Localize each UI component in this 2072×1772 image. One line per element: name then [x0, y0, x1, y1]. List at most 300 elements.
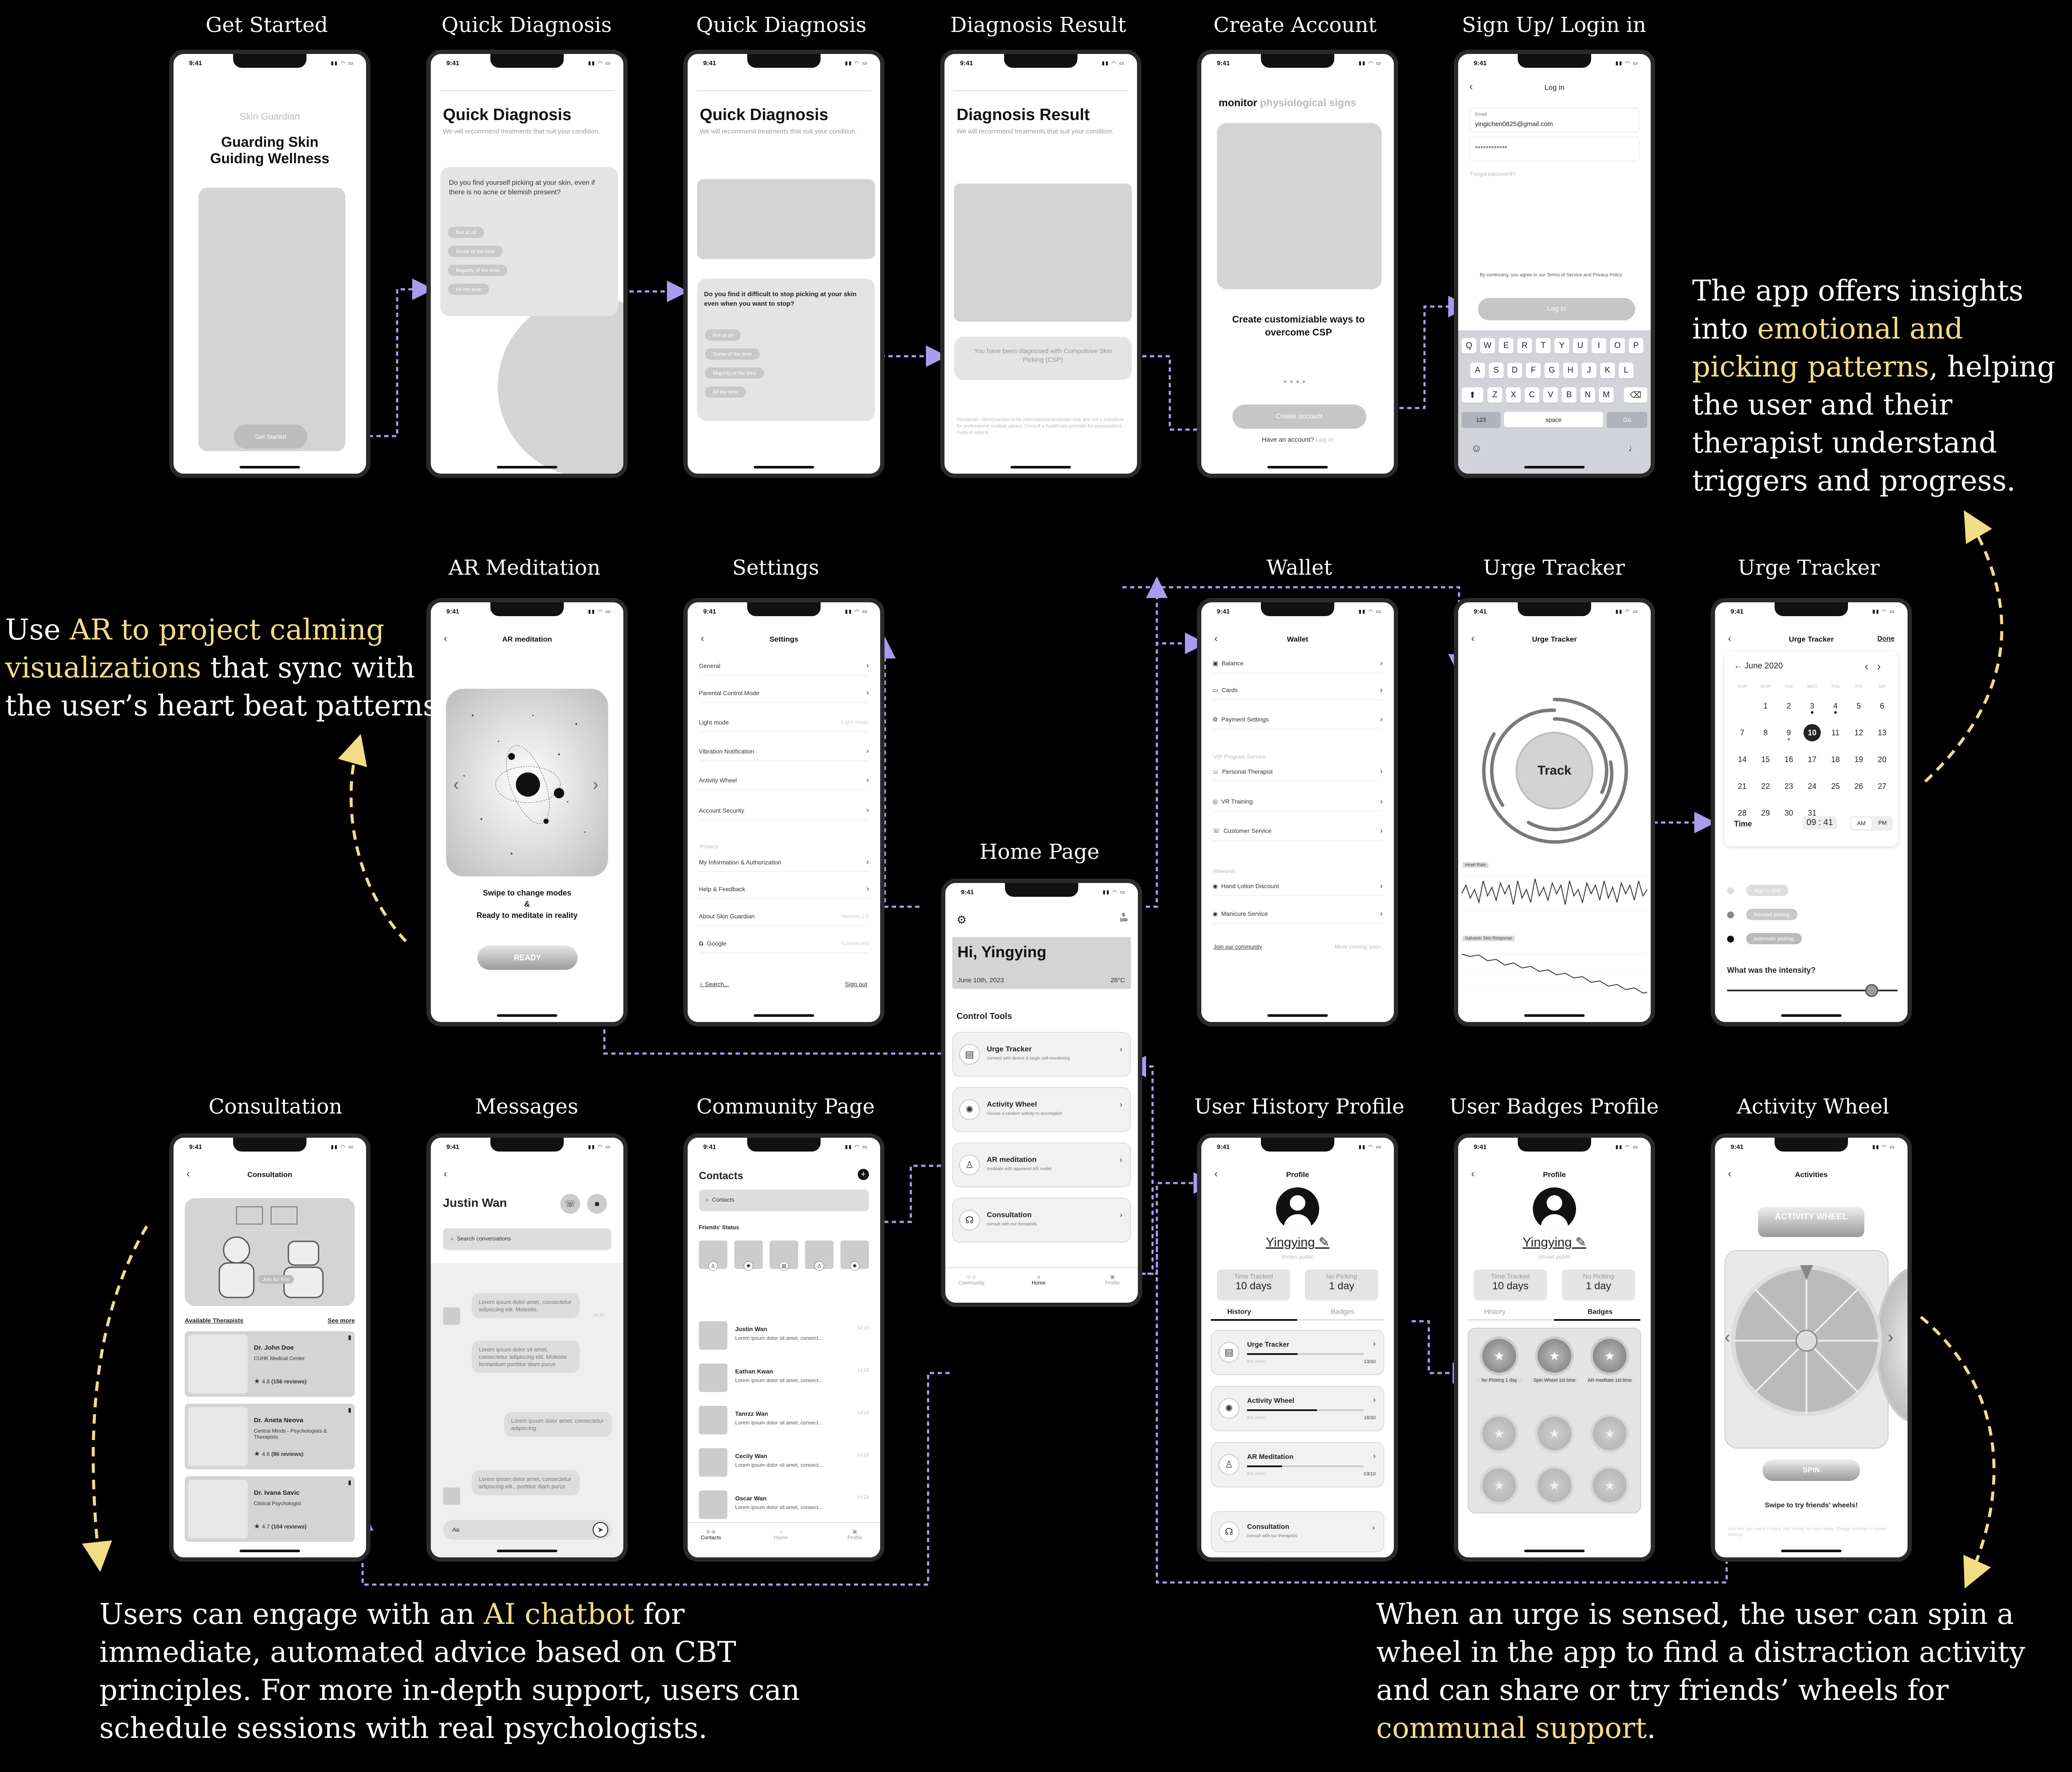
- calendar-day[interactable]: 17: [1807, 755, 1817, 764]
- status-icons: ▮▮ ◠ ▭: [1358, 1144, 1382, 1150]
- headline: monitor physiological signs: [1219, 97, 1356, 109]
- option-some[interactable]: Some of the time: [448, 246, 503, 257]
- annotation-wheel: When an urge is sensed, the user can spin a wheel in the app to find a distraction activity and can share or try friends’ wheels for communal support.: [1376, 1598, 2025, 1745]
- option-not-at-all[interactable]: Not at all: [448, 227, 484, 238]
- badge-ar-meditate[interactable]: ★: [1590, 1336, 1629, 1375]
- therapist-card[interactable]: [185, 1476, 355, 1542]
- back-icon[interactable]: ‹: [701, 633, 704, 644]
- tab-contacts[interactable]: ☺☺ Contacts: [701, 1528, 721, 1541]
- nav-title: Settings: [769, 635, 799, 643]
- calendar-day[interactable]: 24: [1807, 782, 1817, 791]
- nav-title: AR meditation: [502, 635, 552, 643]
- login-link[interactable]: Log in: [1316, 436, 1333, 443]
- get-started-button[interactable]: Get Started: [234, 424, 307, 449]
- phone-urge-tracker: [1454, 598, 1655, 1026]
- history-period: this week: [1247, 1471, 1265, 1476]
- question-card: [697, 278, 875, 421]
- vr-icon: ◎: [1213, 798, 1218, 805]
- history-urge-tracker[interactable]: [1211, 1330, 1384, 1375]
- coin-icon[interactable]: $ 100: [1119, 912, 1128, 923]
- phone-messages: [426, 1133, 628, 1562]
- contact-name: Justin Wan: [443, 1196, 507, 1209]
- badge-label: AR meditate 1st time: [1586, 1378, 1633, 1383]
- call-icon[interactable]: ☏: [560, 1194, 580, 1214]
- therapist-card[interactable]: [185, 1404, 355, 1469]
- calendar-day[interactable]: 4: [1824, 697, 1847, 715]
- public-status: shown public: [1281, 1253, 1314, 1260]
- tool-title: AR meditation: [987, 1155, 1037, 1164]
- setting-vibration[interactable]: Vibration Notification ›: [699, 742, 869, 761]
- settings-gear-icon[interactable]: ⚙: [957, 913, 967, 926]
- nav-title: Urge Tracker: [1789, 635, 1834, 643]
- page-title: Quick Diagnosis: [443, 106, 572, 124]
- setting-account-security[interactable]: Account Security ›: [699, 801, 869, 820]
- contact-row[interactable]: [699, 1448, 869, 1478]
- back-icon[interactable]: ‹: [1214, 633, 1218, 644]
- status-icons: ▮▮ ◠ ▭: [1102, 60, 1125, 66]
- tab-badges[interactable]: Badges: [1331, 1308, 1355, 1316]
- key-d[interactable]: D: [1507, 363, 1522, 378]
- wheel-icon: ✺: [1219, 1398, 1239, 1419]
- key-y[interactable]: Y: [1554, 338, 1569, 354]
- progress-fill: [1247, 1409, 1317, 1411]
- tab-home[interactable]: ⌂ Home: [774, 1528, 788, 1541]
- bookmark-icon[interactable]: ▮: [348, 1479, 351, 1486]
- key-w[interactable]: W: [1480, 338, 1495, 354]
- history-consultation[interactable]: ☊ Consultation consult with our therapists ›: [1211, 1511, 1384, 1552]
- join-community-link[interactable]: Join our community: [1213, 943, 1262, 950]
- contact-row[interactable]: [699, 1406, 869, 1436]
- history-period: this week: [1247, 1415, 1265, 1420]
- calendar-day[interactable]: 21: [1737, 782, 1747, 791]
- spin-wheel[interactable]: [1729, 1263, 1884, 1418]
- back-icon[interactable]: ‹: [1728, 633, 1731, 644]
- password-field[interactable]: ************: [1469, 137, 1639, 161]
- email-label: Email: [1475, 112, 1487, 117]
- bookmark-icon[interactable]: ▮: [348, 1334, 351, 1341]
- contact-avatar: [699, 1364, 727, 1392]
- calendar-day[interactable]: 9: [1777, 724, 1800, 741]
- message-time: 16:45: [593, 1313, 605, 1318]
- title-ar-meditation: AR Meditation: [448, 556, 601, 580]
- history-ar-meditation[interactable]: [1211, 1442, 1384, 1487]
- status-time: 9:41: [1731, 608, 1744, 615]
- option-not-at-all[interactable]: Not at all: [705, 329, 741, 341]
- setting-google[interactable]: G Google Connected: [699, 934, 869, 953]
- ready-button[interactable]: READY: [477, 946, 578, 970]
- friend-status-avatar[interactable]: [699, 1240, 727, 1269]
- microphone-icon[interactable]: ♩: [1628, 443, 1638, 453]
- calendar-day[interactable]: 19: [1854, 755, 1864, 764]
- coupon-icon: ◉: [1213, 883, 1218, 889]
- email-field[interactable]: [1469, 108, 1639, 132]
- calendar-day[interactable]: 28: [1737, 809, 1747, 817]
- wallet-manicure[interactable]: ◉ Manicure Service ›: [1213, 905, 1383, 924]
- back-icon[interactable]: ‹: [444, 633, 447, 644]
- badge-locked: ★: [1535, 1466, 1574, 1505]
- wallet-customer-service[interactable]: ☏ Customer Service ›: [1213, 822, 1383, 841]
- go-key[interactable]: Go: [1607, 412, 1647, 427]
- status-icon: ✺: [850, 1261, 859, 1271]
- contact-name: Tanrzz Wan: [735, 1410, 768, 1417]
- message-input[interactable]: Aa: [443, 1520, 611, 1540]
- tool-description: consult with our therapists: [987, 1222, 1037, 1227]
- more-coming: More coming soon: [1335, 943, 1381, 950]
- setting-about[interactable]: About Skin Guardian Version 1.0: [699, 907, 869, 926]
- option-all[interactable]: All the time: [705, 386, 746, 398]
- calendar-day[interactable]: 3: [1800, 697, 1824, 715]
- no-picking-card: No Picking 1 day: [1562, 1269, 1635, 1301]
- contact-preview: Lorem ipsum dolor sit amet, consect...: [735, 1377, 823, 1383]
- headset-icon: ☊: [1219, 1522, 1239, 1542]
- history-count: 18/30: [1364, 1415, 1376, 1421]
- status-icons: ▮▮ ◠ ▭: [588, 1144, 611, 1150]
- key-n[interactable]: N: [1580, 387, 1595, 403]
- back-icon[interactable]: ‹: [444, 1168, 447, 1180]
- status-icons: ▮▮ ◠ ▭: [588, 60, 611, 66]
- tab-profile[interactable]: ▣ Profile: [1105, 1274, 1120, 1286]
- back-icon[interactable]: ‹: [1728, 1168, 1731, 1180]
- phone-urge-tracker-log: [1711, 598, 1912, 1026]
- calendar-month: ← June 2020: [1734, 661, 1783, 671]
- therapist-rating: [254, 1522, 306, 1531]
- contacts-search-input[interactable]: ⌕ Contacts: [699, 1190, 869, 1211]
- video-icon[interactable]: ■: [587, 1194, 607, 1214]
- contact-time: 14:23: [857, 1410, 869, 1415]
- calendar-weekday: MON: [1760, 684, 1771, 689]
- tool-ar-meditation[interactable]: [952, 1142, 1131, 1187]
- title-login: Sign Up/ Login in: [1462, 13, 1646, 37]
- tool-urge-tracker[interactable]: [952, 1032, 1131, 1077]
- key-s[interactable]: S: [1489, 363, 1503, 378]
- greeting-text: Hi, Yingying: [957, 943, 1047, 961]
- key-g[interactable]: G: [1545, 363, 1559, 378]
- space-key[interactable]: space: [1504, 412, 1603, 427]
- phone-diagnosis-result: [940, 50, 1141, 478]
- status-time: 9:41: [960, 60, 973, 67]
- calendar-day[interactable]: 18: [1831, 755, 1840, 764]
- image-placeholder: [954, 184, 1132, 322]
- tool-consultation[interactable]: [952, 1198, 1131, 1243]
- setting-activity-wheel[interactable]: Activity Wheel ›: [699, 771, 869, 790]
- see-more-link[interactable]: See more: [327, 1317, 355, 1324]
- card-icon: ▭: [1213, 687, 1219, 693]
- calendar-day[interactable]: 2: [1786, 702, 1791, 710]
- search-conversations-input[interactable]: ⌕ Search conversations: [443, 1228, 611, 1250]
- wallet-hand-lotion[interactable]: ◉ Hand Lotion Discount ›: [1213, 877, 1383, 896]
- nav-title: Log in: [1544, 83, 1565, 92]
- calendar-day[interactable]: 10: [1804, 724, 1821, 741]
- tab-badges[interactable]: Badges: [1588, 1308, 1613, 1316]
- title-activity-wheel: Activity Wheel: [1737, 1095, 1889, 1119]
- meditation-icon: ♙: [959, 1155, 980, 1175]
- page-subtitle: We will recommend treatments that suit your condition.: [700, 128, 857, 135]
- back-icon[interactable]: ‹: [186, 1168, 190, 1180]
- status-time: 9:41: [961, 889, 974, 896]
- chatbot-banner[interactable]: [185, 1198, 355, 1306]
- bookmark-icon[interactable]: ▮: [348, 1406, 351, 1413]
- progress-track: [1247, 1465, 1364, 1467]
- calendar-weekday: WED: [1807, 684, 1817, 689]
- phone-icon: ☏: [1213, 827, 1220, 834]
- status-icons: ▮▮ ◠ ▭: [1358, 60, 1382, 66]
- key-r[interactable]: R: [1517, 338, 1532, 354]
- key-i[interactable]: I: [1592, 338, 1606, 354]
- chevron-right-icon: ›: [1120, 1211, 1122, 1219]
- track-button[interactable]: Track: [1516, 732, 1593, 810]
- phone-ar-meditation: [426, 598, 628, 1026]
- key-u[interactable]: U: [1573, 338, 1588, 354]
- key-c[interactable]: C: [1525, 387, 1539, 403]
- disclaimer: Disclaimer: SkinGuardian is for informational purposes only and not a substitute for professional medical advice. Consult a healthcare provider for personalized medical advice.: [957, 417, 1124, 435]
- history-activity-wheel[interactable]: [1211, 1386, 1384, 1431]
- therapist-icon: ☺: [1213, 768, 1219, 775]
- nav-title: Profile: [1286, 1171, 1309, 1179]
- spin-note: Use free spin every 6 hours. Add money for more spins. Change activities in screen settings.: [1728, 1527, 1888, 1537]
- calendar-day[interactable]: 5: [1856, 702, 1861, 710]
- setting-help[interactable]: Help & Feedback ›: [699, 880, 869, 899]
- avatar: [1533, 1187, 1576, 1231]
- back-icon[interactable]: ‹: [1471, 633, 1475, 644]
- wallet-icon: ▣: [1213, 660, 1219, 667]
- badge-no-picking[interactable]: ★: [1480, 1336, 1519, 1375]
- key-h[interactable]: H: [1563, 363, 1578, 378]
- key-j[interactable]: J: [1582, 363, 1596, 378]
- spin-button[interactable]: SPIN: [1762, 1459, 1860, 1481]
- history-count: 13/30: [1364, 1359, 1376, 1364]
- message-incoming-1: Lorem ipsum dolor amet, consectetur adipiscing elit. Molestie.: [472, 1293, 580, 1318]
- back-icon[interactable]: ‹: [1214, 1168, 1218, 1180]
- title-history-profile: User History Profile: [1194, 1095, 1405, 1119]
- wallet-personal-therapist[interactable]: ☺ Personal Therapist ›: [1213, 762, 1383, 781]
- therapist-card[interactable]: [185, 1331, 355, 1397]
- calendar-day[interactable]: 13: [1877, 728, 1887, 737]
- back-icon[interactable]: ‹: [1469, 81, 1473, 92]
- option-some[interactable]: Some of the time: [705, 348, 760, 360]
- contact-time: 14:23: [857, 1495, 869, 1500]
- add-contact-icon[interactable]: +: [858, 1169, 869, 1180]
- ampm-toggle[interactable]: AM PM: [1850, 816, 1893, 831]
- key-q[interactable]: Q: [1462, 338, 1476, 354]
- contact-time: 14:23: [857, 1326, 869, 1331]
- temperature: 28°C: [1110, 977, 1125, 984]
- option-majority[interactable]: Majority of the time: [448, 265, 507, 276]
- key-f[interactable]: F: [1526, 363, 1541, 378]
- emoji-icon[interactable]: ☺: [1471, 443, 1482, 454]
- key-p[interactable]: P: [1629, 338, 1643, 354]
- key-k[interactable]: K: [1600, 363, 1615, 378]
- calendar-day[interactable]: 22: [1761, 782, 1770, 791]
- type-focused-picking[interactable]: focused picking: [1746, 909, 1797, 920]
- friend-status-avatar[interactable]: [840, 1240, 869, 1269]
- phone-activity-wheel: [1711, 1133, 1912, 1562]
- key-b[interactable]: B: [1562, 387, 1576, 403]
- type-automatic-picking[interactable]: automatic picking: [1746, 933, 1802, 944]
- tool-title: Activity Wheel: [987, 1100, 1037, 1108]
- title-messages: Messages: [475, 1095, 578, 1119]
- chevron-right-icon[interactable]: ›: [593, 775, 599, 794]
- page-title: Diagnosis Result: [957, 106, 1090, 124]
- key-o[interactable]: O: [1610, 338, 1625, 354]
- calendar-day[interactable]: 12: [1854, 728, 1864, 737]
- key-x[interactable]: X: [1506, 387, 1521, 403]
- calendar-day[interactable]: 15: [1761, 755, 1770, 764]
- calendar-day[interactable]: 31: [1807, 809, 1817, 817]
- type-urge-to-pick[interactable]: urge to pick: [1746, 885, 1788, 896]
- sign-out-link[interactable]: Sign out: [845, 981, 867, 987]
- calendar-day[interactable]: 30: [1784, 809, 1794, 817]
- chevron-right-icon: ›: [1120, 1100, 1122, 1109]
- status-icons: ▮▮ ◠ ▭: [1102, 889, 1126, 895]
- intensity-slider-thumb[interactable]: [1865, 984, 1878, 997]
- star-icon: ★: [254, 1523, 262, 1530]
- calendar-day[interactable]: 25: [1831, 782, 1840, 791]
- wallet-cards[interactable]: ▭ Cards ›: [1213, 681, 1383, 700]
- calendar-day[interactable]: 20: [1877, 755, 1887, 764]
- tab-history[interactable]: History: [1227, 1308, 1251, 1316]
- friend-status-avatar[interactable]: [734, 1240, 763, 1269]
- wallet-vr-training[interactable]: ◎ VR Training ›: [1213, 792, 1383, 811]
- annotation-chatbot: Users can engage with an AI chatbot for immediate, automated advice based on CBT principles. For more in-depth support, users can schedule sessions with real psychologists.: [99, 1598, 800, 1745]
- feature-caption: Create customiziable ways to overcome CSP: [1232, 314, 1365, 338]
- status-icons: ▮▮ ◠ ▭: [588, 608, 611, 614]
- forgot-password-link[interactable]: Forgot password?: [1470, 171, 1516, 177]
- setting-light-mode[interactable]: Light mode Light mode: [699, 713, 869, 732]
- calendar-day[interactable]: 14: [1737, 755, 1747, 764]
- tab-home[interactable]: ⌂ Home: [1032, 1274, 1046, 1286]
- calendar-day[interactable]: 26: [1854, 782, 1864, 791]
- key-e[interactable]: E: [1499, 338, 1513, 354]
- contact-row[interactable]: [699, 1321, 869, 1351]
- calendar-day[interactable]: 1: [1763, 702, 1768, 710]
- tab-history[interactable]: History: [1484, 1308, 1506, 1316]
- send-icon[interactable]: ➤: [593, 1522, 608, 1538]
- login-button[interactable]: Log in: [1478, 298, 1635, 320]
- contact-preview: Lorem ipsum dolor sit amet, consect...: [735, 1335, 823, 1341]
- status-time: 9:41: [1474, 60, 1487, 67]
- join-free-button[interactable]: Join for free: [258, 1275, 294, 1284]
- status-time: 9:41: [446, 608, 460, 615]
- chevron-right-icon: ›: [1120, 1045, 1122, 1054]
- nav-title: Profile: [1543, 1171, 1566, 1179]
- therapist-rating: [254, 1449, 303, 1458]
- title-home: Home Page: [979, 840, 1099, 864]
- calendar-day[interactable]: 23: [1784, 782, 1794, 791]
- setting-my-information[interactable]: My Information & Authorization ›: [699, 853, 869, 872]
- calendar-day[interactable]: 16: [1784, 755, 1794, 764]
- page-title: Contacts: [699, 1170, 743, 1182]
- key-t[interactable]: T: [1536, 338, 1551, 354]
- setting-parental[interactable]: Parental Control Mode ›: [699, 683, 869, 702]
- no-picking-card: No Picking 1 day: [1305, 1269, 1378, 1301]
- option-majority[interactable]: Majority of the time: [705, 367, 764, 379]
- numbers-key[interactable]: 123: [1462, 412, 1500, 427]
- option-all[interactable]: All the time: [448, 284, 489, 295]
- status-icons: ▮▮ ◠ ▭: [1615, 1144, 1639, 1150]
- status-time: 9:41: [703, 608, 717, 615]
- friend-status-avatar[interactable]: [770, 1240, 798, 1269]
- contact-row[interactable]: [699, 1364, 869, 1394]
- friend-status-avatar[interactable]: [805, 1240, 834, 1269]
- status-icon: ▤: [779, 1261, 789, 1271]
- setting-general[interactable]: General ›: [699, 656, 869, 675]
- calendar-day[interactable]: 8: [1763, 728, 1768, 737]
- wallet-balance[interactable]: ▣ Balance ›: [1213, 654, 1383, 673]
- status-icons: ▮▮ ◠ ▭: [1615, 608, 1639, 614]
- calendar-day[interactable]: 11: [1831, 728, 1840, 737]
- progress-fill: [1247, 1353, 1298, 1355]
- progress-track: [1247, 1353, 1364, 1355]
- phone-history-profile: [1197, 1133, 1398, 1562]
- urge-dot: [1788, 738, 1790, 740]
- wallet-payment-settings[interactable]: ⚙ Payment Settings ›: [1213, 710, 1383, 729]
- badge-spin-wheel[interactable]: ★: [1535, 1336, 1574, 1375]
- heart-rate-graph: [1462, 868, 1647, 920]
- tab-profile[interactable]: ▣ Profile: [847, 1528, 862, 1541]
- contact-avatar: [699, 1490, 727, 1519]
- calendar-weekday: SAT: [1878, 684, 1886, 689]
- gear-icon: ⚙: [1213, 716, 1218, 723]
- username: Yingying ✎: [1522, 1235, 1586, 1250]
- create-account-button[interactable]: Create account: [1232, 405, 1366, 429]
- review-count: (86 reviews): [271, 1451, 303, 1457]
- gsr-graph: [1462, 941, 1647, 1002]
- robot-doctor-illustration: [185, 1198, 355, 1306]
- status-time: 9:41: [446, 1143, 460, 1151]
- key-v[interactable]: V: [1543, 387, 1558, 403]
- key-m[interactable]: M: [1599, 387, 1614, 403]
- key-l[interactable]: L: [1619, 363, 1633, 378]
- tab-community[interactable]: ☺☺ Community: [958, 1274, 985, 1286]
- contact-row[interactable]: [699, 1490, 869, 1521]
- chevron-left-icon[interactable]: ‹: [453, 775, 459, 794]
- chevron-right-icon[interactable]: ›: [1888, 1328, 1894, 1347]
- status-icon: ✺: [744, 1261, 753, 1271]
- avatar: [1276, 1187, 1319, 1231]
- phone-login: [1454, 50, 1655, 478]
- type-dot-2: [1727, 911, 1734, 918]
- key-z[interactable]: Z: [1488, 387, 1502, 403]
- therapist-photo: [188, 1335, 248, 1393]
- history-period: this week: [1247, 1359, 1265, 1364]
- calendar-day[interactable]: 7: [1740, 728, 1744, 737]
- history-title: Activity Wheel: [1247, 1397, 1295, 1405]
- contact-time: 14:23: [857, 1368, 869, 1373]
- page-subtitle: We will recommend treatments that suit your condition.: [443, 128, 600, 135]
- delete-key[interactable]: ⌫: [1624, 387, 1647, 403]
- search-link[interactable]: ⌕ Search...: [700, 981, 729, 987]
- clipboard-icon: ▤: [959, 1044, 980, 1065]
- back-icon[interactable]: ‹: [1471, 1168, 1475, 1180]
- month-nav-icons[interactable]: ‹›: [1864, 660, 1889, 673]
- gsr-label: Galvanic Skin Response: [1462, 936, 1515, 941]
- contact-name: Justin Wan: [735, 1326, 768, 1332]
- calendar-day[interactable]: 29: [1761, 809, 1770, 817]
- key-a[interactable]: A: [1470, 363, 1485, 378]
- tool-activity-wheel[interactable]: [952, 1087, 1131, 1132]
- calendar-day[interactable]: 27: [1877, 782, 1887, 791]
- section-vip: VIP Program Service: [1213, 753, 1266, 760]
- done-button[interactable]: Done: [1877, 635, 1895, 642]
- time-tracked-card: Time Tracked 10 days: [1217, 1269, 1290, 1301]
- time-value[interactable]: 09 : 41: [1802, 816, 1837, 829]
- edit-icon: ✎: [1318, 1235, 1330, 1250]
- contact-name: Eathan Kwan: [735, 1368, 773, 1375]
- shift-key[interactable]: ⬆: [1462, 387, 1483, 403]
- calendar-day[interactable]: 6: [1879, 702, 1884, 710]
- chevron-left-icon[interactable]: ‹: [1725, 1328, 1731, 1347]
- title-settings: Settings: [732, 556, 819, 580]
